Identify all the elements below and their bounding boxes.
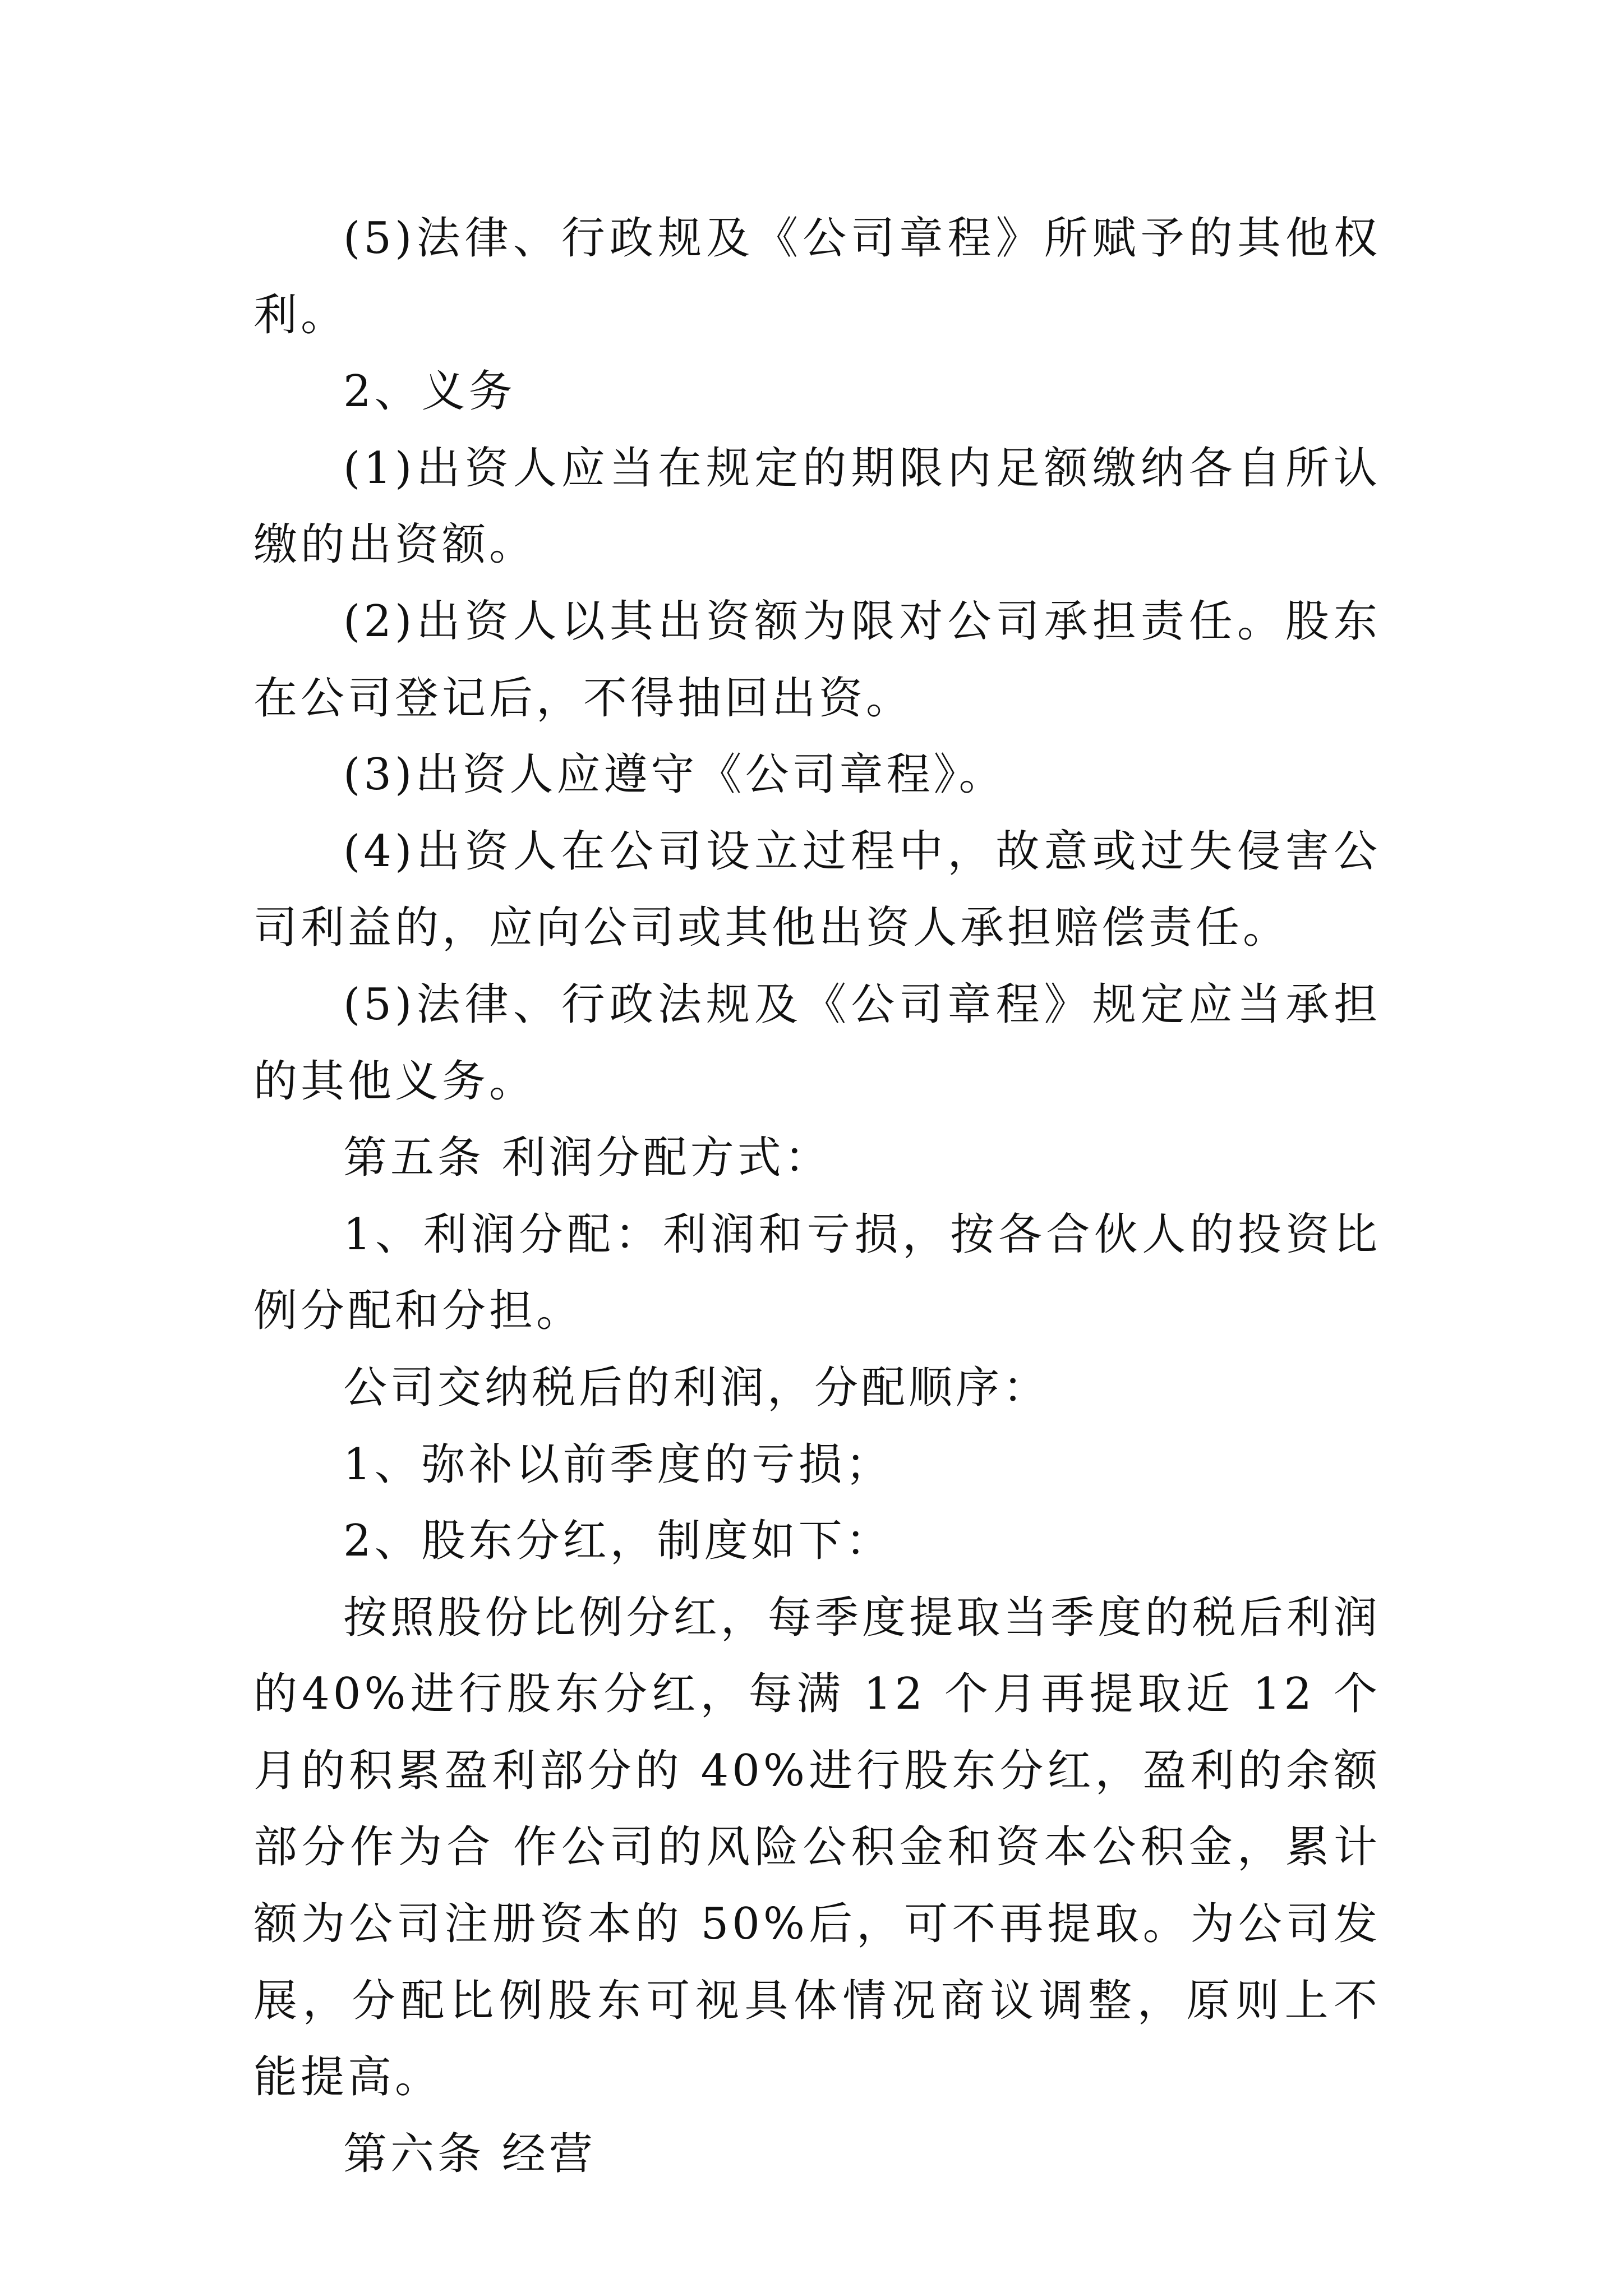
paragraph-obligation-5: (5)法律、行政法规及《公司章程》规定应当承担的其他义务。 (253, 979, 1381, 1107)
article-6-heading: 第六条 经营 (343, 2128, 596, 2179)
article-5-heading: 第五条 利润分配方式： (343, 1133, 832, 1184)
paragraph-obligations-heading: 2、义务 (343, 366, 516, 417)
document-body (253, 200, 1381, 2192)
paragraph-order-2: 2、股东分红，制度如下： (343, 1516, 893, 1567)
paragraph-obligation-3: (3)出资人应遵守《公司章程》。 (343, 749, 1006, 800)
paragraph-distribution-order: 公司交纳税后的利润，分配顺序： (343, 1362, 1050, 1413)
paragraph-obligation-4: (4)出资人在公司设立过程中，故意或过失侵害公司利益的，应向公司或其他出资人承担赔偿责任。 (253, 826, 1381, 954)
paragraph-dividend-rules: 按照股份比例分红，每季度提取当季度的税后利润的40%进行股东分红，每满 12 个月再提取近 12 个月的积累盈利部分的 40%进行股东分红，盈利的余额部分作为合 作公司的风险公积金和资本公积金，累计额为公司注册资本的 50%后，可不再提取。为公司发展，分配比例股东可视具体情况商议调整，原则上不能提高。 (253, 1592, 1381, 2103)
paragraph-order-1: 1、弥补以前季度的亏损； (343, 1439, 893, 1490)
paragraph-obligation-2: (2)出资人以其出资额为限对公司承担责任。股东在公司登记后，不得抽回出资。 (253, 596, 1381, 724)
paragraph-profit-distribution: 1、利润分配：利润和亏损，按各合伙人的投资比例分配和分担。 (253, 1209, 1381, 1337)
paragraph-rights-5: (5)法律、行政规及《公司章程》所赋予的其他权利。 (253, 213, 1381, 341)
paragraph-obligation-1: (1)出资人应当在规定的期限内足额缴纳各自所认缴的出资额。 (253, 443, 1381, 570)
